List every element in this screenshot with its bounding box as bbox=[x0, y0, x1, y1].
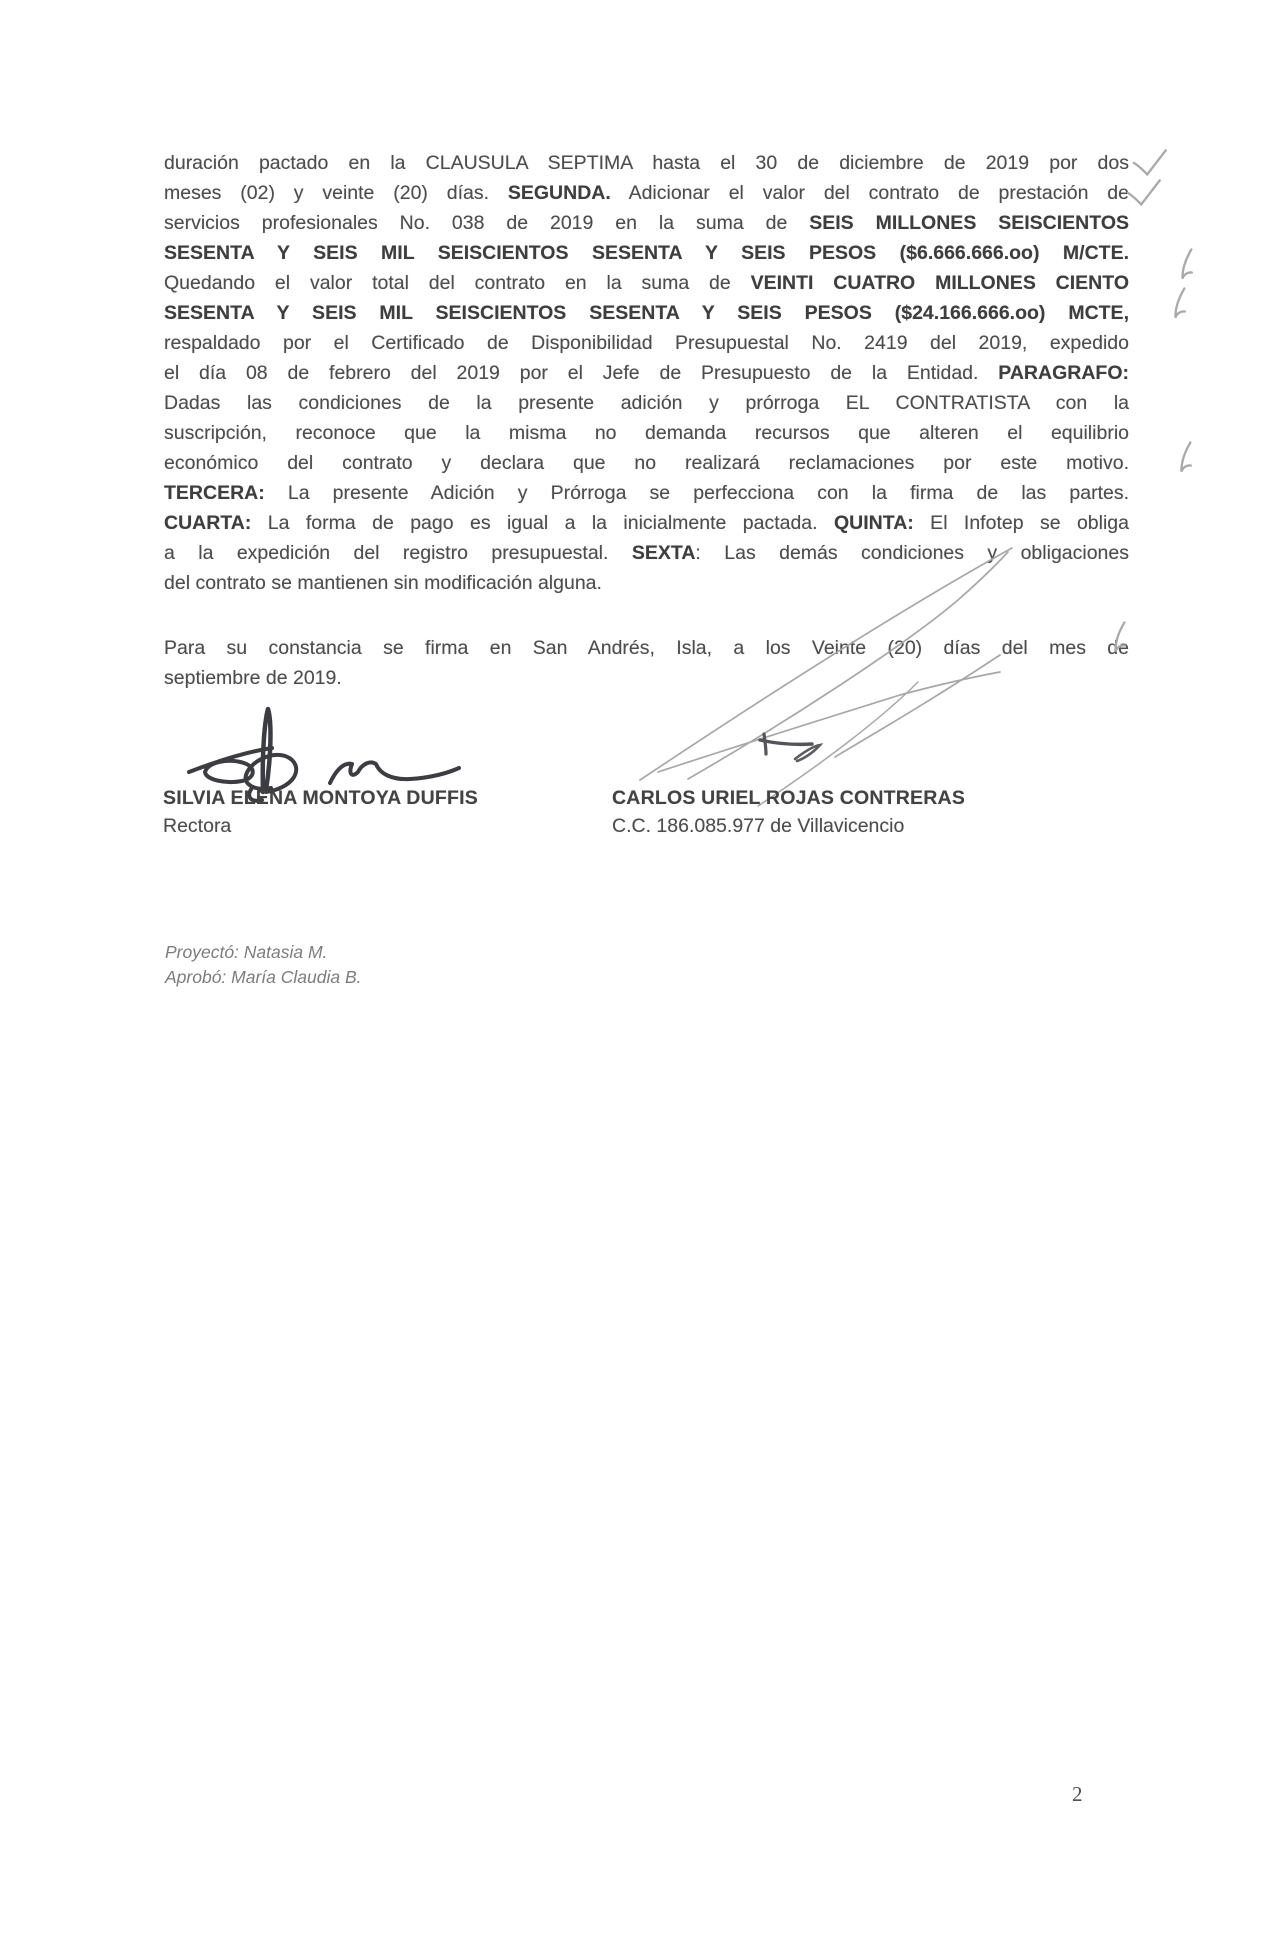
text-line: del contrato se mantienen sin modificación alguna. bbox=[164, 572, 602, 594]
handwritten-hook-mark bbox=[1170, 287, 1190, 321]
handwritten-check-mark bbox=[1131, 149, 1171, 177]
text-line: SESENTA Y SEIS MIL SEISCIENTOS SESENTA Y SEIS PESOS ($6.666.666.oo) M/CTE. bbox=[164, 242, 1129, 264]
text-line: suscripción, reconoce que la misma no demanda recursos que alteren el equilibrio bbox=[164, 422, 1129, 444]
text-line: Dadas las condiciones de la presente adición y prórroga EL CONTRATISTA con la bbox=[164, 392, 1129, 414]
text-line: duración pactado en la CLAUSULA SEPTIMA hasta el 30 de diciembre de 2019 por dos bbox=[164, 152, 1129, 174]
text-line: TERCERA: La presente Adición y Prórroga se perfecciona con la firma de las partes. bbox=[164, 482, 1129, 504]
text-line: septiembre de 2019. bbox=[164, 667, 342, 689]
signer-left-name: SILVIA ELENA MONTOYA DUFFIS bbox=[163, 787, 478, 809]
closing-paragraph bbox=[164, 633, 1129, 693]
contract-body-paragraph bbox=[164, 148, 1129, 598]
handwritten-hook-mark bbox=[1177, 248, 1197, 282]
page-number: 2 bbox=[1072, 1782, 1083, 1806]
text-line: CUARTA: La forma de pago es igual a la inicialmente pactada. QUINTA: El Infotep se obliga bbox=[164, 512, 1129, 534]
text-line: respaldado por el Certificado de Disponibilidad Presupuestal No. 2419 del 2019, expedido bbox=[164, 332, 1129, 354]
signer-right-id: C.C. 186.085.977 de Villavicencio bbox=[612, 815, 905, 837]
text-line: SESENTA Y SEIS MIL SEISCIENTOS SESENTA Y SEIS PESOS ($24.166.666.oo) MCTE, bbox=[164, 302, 1129, 324]
text-line: el día 08 de febrero del 2019 por el Jefe de Presupuesto de la Entidad. PARAGRAFO: bbox=[164, 362, 1129, 384]
text-line: meses (02) y veinte (20) días. SEGUNDA. Adicionar el valor del contrato de prestación de bbox=[164, 182, 1129, 204]
handwritten-check-mark bbox=[1125, 179, 1165, 207]
handwritten-hook-mark bbox=[1176, 441, 1196, 475]
signer-left-title: Rectora bbox=[163, 815, 232, 837]
text-line: Quedando el valor total del contrato en la suma de VEINTI CUATRO MILLONES CIENTO bbox=[164, 272, 1129, 294]
signer-right-name: CARLOS URIEL ROJAS CONTRERAS bbox=[612, 787, 966, 809]
text-line: Para su constancia se firma en San Andrés, Isla, a los Veinte (20) días del mes de bbox=[164, 637, 1129, 659]
text-line: económico del contrato y declara que no realizará reclamaciones por este motivo. bbox=[164, 452, 1129, 474]
text-line: a la expedición del registro presupuestal. SEXTA: Las demás condiciones y obligaciones bbox=[164, 542, 1130, 564]
footer-note-aprobo: Aprobó: María Claudia B. bbox=[165, 967, 362, 987]
footer-note-proyecto: Proyectó: Natasia M. bbox=[165, 942, 328, 962]
text-line: servicios profesionales No. 038 de 2019 en la suma de SEIS MILLONES SEISCIENTOS bbox=[164, 212, 1129, 234]
handwritten-hook-mark bbox=[1110, 621, 1130, 655]
